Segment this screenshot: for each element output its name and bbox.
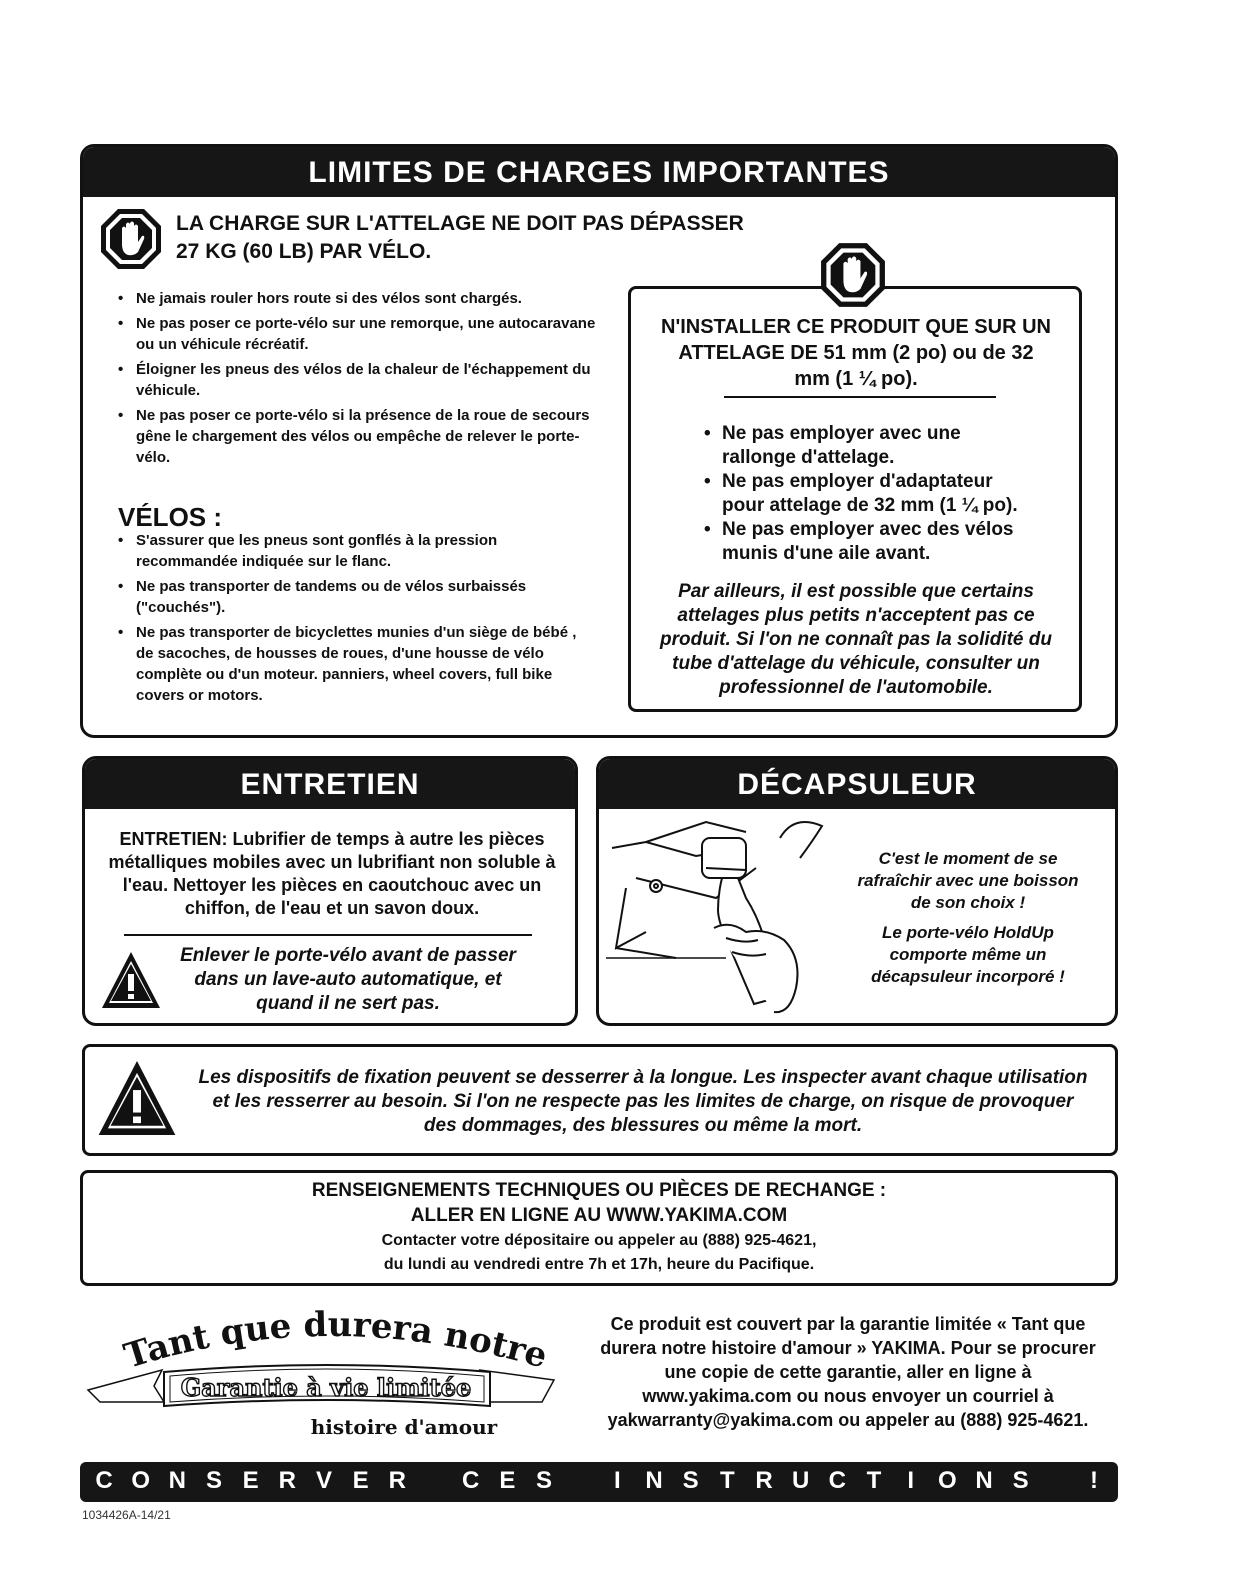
banner-letter: V [315,1467,332,1494]
banner-letter: N [975,1467,993,1494]
list-item: • Ne pas transporter de tandems ou de vélos surbaissés ("couchés"). [118,576,598,618]
velos-bullets-list [118,530,598,706]
list-item: • Ne pas employer avec des vélos munis d'une aile avant. [704,518,1034,566]
list-item: • S'assurer que les pneus sont gonflés à la pression recommandée indiquée sur le flanc. [118,530,598,572]
maintenance-warning: Enlever le porte-vélo avant de passer dans un lave-auto automatique, et quand il ne sert pas. [180,945,516,1014]
list-item: • Ne pas poser ce porte-vélo sur une remorque, une autocaravane ou un véhicule récréatif. [118,313,598,355]
banner-letter: C [828,1467,846,1494]
maintenance-rule [124,934,532,936]
banner-letter: S [1012,1467,1029,1494]
bottle-opener-title: DÉCAPSULEUR [599,759,1115,809]
load-warning-line1: LA CHARGE SUR L'ATTELAGE NE DOIT PAS DÉPASSER [176,212,744,235]
hitch-note: Par ailleurs, il est possible que certains attelages plus petits n'acceptent pas ce produit. Si l'on ne connaît pas la solidité du tube d'attelage du véhicule, consulter un professionnel de l'automobile. [660,581,1052,698]
hitch-title: N'INSTALLER CE PRODUIT QUE SUR UN ATTELAGE DE 51 mm (2 po) ou de 32 mm (1 ¼ po). [661,316,1051,390]
keep-instructions-banner [80,1462,1118,1502]
tech-info-line4: du lundi au vendredi entre 7h et 17h, heure du Pacifique. [383,1256,815,1273]
velos-heading: VÉLOS : [118,502,223,532]
banner-letter: N [645,1467,663,1494]
list-item: • Ne pas poser ce porte-vélo si la présence de la roue de secours gêne le chargement des vélos ou empêche de relever le porte-vélo. [118,405,598,468]
list-item: • Ne pas employer d'adaptateur pour attelage de 32 mm (1 ¼ po). [704,470,1034,518]
banner-letter: ! [1090,1467,1098,1494]
tech-info-line1: RENSEIGNEMENTS TECHNIQUES OU PIÈCES DE RECHANGE : [311,1180,887,1201]
list-item: • Ne jamais rouler hors route si des vélos sont chargés. [118,288,598,309]
banner-letter: O [937,1467,957,1494]
banner-letter: E [499,1467,516,1494]
banner-letter: I [907,1467,914,1494]
bottle-opener-illustration [606,808,850,1020]
load-warning-line2: 27 KG (60 LB) PAR VÉLO. [176,240,432,263]
banner-letter: R [278,1467,296,1494]
bottle-opener-text2: Le porte-vélo HoldUp comporte même un décapsuleur incorporé ! [871,923,1065,986]
maintenance-title: ENTRETIEN [85,759,575,809]
list-item: • Éloigner les pneus des vélos de la chaleur de l'échappement du véhicule. [118,359,598,401]
hitch-title-rule [724,396,996,398]
list-item: • Ne pas employer avec une rallonge d'attelage. [704,422,1034,470]
banner-letter: E [352,1467,369,1494]
banner-letter: N [168,1467,186,1494]
warranty-text: Ce produit est couvert par la garantie limitée « Tant que durera notre histoire d'amour » YAKIMA. Pour se procurer une copie de cette garantie, aller en ligne à www.yakima.com ou nous envoyer un courriel à yakwarranty@yakima.com ou appeler au (888) 925-4621. [600,1314,1096,1430]
hitch-bullets-list [704,422,1034,566]
banner-letter: R [755,1467,773,1494]
banner-letter: O [131,1467,150,1494]
maintenance-body: ENTRETIEN: Lubrifier de temps à autre les pièces métalliques mobiles avec un lubrifiant non soluble à l'eau. Nettoyer les pièces en caoutchouc avec un chiffon, de l'eau et un savon doux. [108,829,556,918]
warranty-logo-ribbon: Garantie à vie limitée [180,1373,472,1402]
warranty-logo [86,1306,556,1446]
document-number: 1034426A-14/21 [82,1508,171,1522]
load-limits-title: LIMITES DE CHARGES IMPORTANTES [83,147,1115,197]
stop-hand-icon [820,242,886,308]
load-bullets-list [118,288,598,468]
fastener-warning-text: Les dispositifs de fixation peuvent se desserrer à la longue. Les inspecter avant chaque utilisation et les resserrer au besoin. Si l'on ne respecte pas les limites de charge, on risque de provoquer des dommages, des blessures ou même la mort. [198,1067,1088,1136]
list-item: • Ne pas transporter de bicyclettes munies d'un siège de bébé , de sacoches, de housses de roues, d'une housse de vélo complète ou d'un moteur. panniers, wheel covers, full bike covers or motors. [118,622,598,706]
banner-letter: S [535,1467,552,1494]
banner-letter: E [242,1467,259,1494]
warning-triangle-icon [96,1058,178,1138]
stop-hand-icon [100,208,162,270]
warranty-logo-top: Tant que durera notre [119,1306,552,1377]
tech-info-line3: Contacter votre dépositaire ou appeler au (888) 925-4621, [381,1232,817,1249]
banner-letter: C [95,1467,113,1494]
banner-letter: T [866,1467,882,1494]
banner-letter: I [613,1467,621,1494]
banner-letter: U [791,1467,810,1494]
keep-instructions-text [80,1462,1118,1502]
banner-letter: C [461,1467,480,1494]
warning-triangle-icon [100,950,162,1010]
warranty-logo-bottom: histoire d'amour [310,1415,498,1439]
banner-letter: S [682,1467,699,1494]
banner-letter: T [719,1467,735,1494]
tech-info-line2: ALLER EN LIGNE AU WWW.YAKIMA.COM [410,1205,788,1226]
bottle-opener-text1: C'est le moment de se rafraîchir avec une boisson de son choix ! [857,849,1079,912]
banner-letter: R [388,1467,406,1494]
banner-letter: S [205,1467,222,1494]
